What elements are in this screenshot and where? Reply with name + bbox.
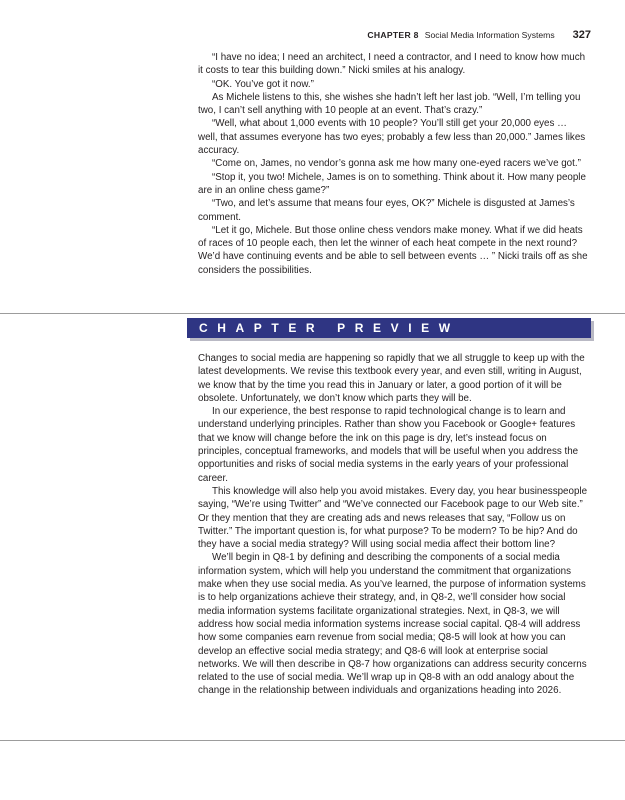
banner-title: CHAPTER PREVIEW <box>199 321 460 335</box>
preview-paragraph: We’ll begin in Q8-1 by defining and describing the components of a social media information system, which will help you understand the commitment that organizations make when they use social media. As you’ve learned, the purpose of information systems is to help organizations achieve their strategy, and, in Q8-2, we’ll consider how social media information systems facilitate organizational strategies. Next, in Q8-3, we will address how social media information systems increase social capital. Q8-4 will address how some companies earn revenue from social media; Q8-5 will look at how you can develop an effective social media strategy; and Q8-6 will look at enterprise social networks. We will then describe in Q8-7 how organizations can address security concerns related to the use of social media. We’ll wrap up in Q8-8 with an odd analogy about the change in the relationship between individuals and organizations heading into 2026. <box>198 552 587 697</box>
preview-paragraph: Changes to social media are happening so rapidly that we all struggle to keep up with the latest developments. We revise this textbook every year, and even still, writing in August, we know that by the time you read this in January or later, a good portion of it will be obsolete. Unfortunately, we don’t know which parts they will be. <box>198 353 585 404</box>
section-divider <box>0 313 625 314</box>
dialogue-paragraph: “Let it go, Michele. But those online chess vendors make money. What if we did heats of races of 10 people each, then let the winner of each heat compete in the next round? We’d have continuing events and be able to sell between events … ” Nicki trails off as she considers the possibilities. <box>198 224 588 276</box>
page-number: 327 <box>572 29 591 41</box>
chapter-label: CHAPTER 8 <box>367 30 419 40</box>
preview-paragraph: In our experience, the best response to rapid technological change is to learn and understand underlying principles. Rather than show you Facebook or Google+ features that we know will change before the ink on this page is dry, let’s instead focus on principles, conceptual frameworks, and models that will be useful when you address the opportunities and risks of social media systems in the early years of your professional career. <box>198 406 579 484</box>
chapter-title: Social Media Information Systems <box>424 30 555 40</box>
dialogue-paragraph: “OK. You’ve got it now.” <box>212 78 314 90</box>
dialogue-paragraph: “I have no idea; I need an architect, I need a contractor, and I need to know how much it costs to tear this building down.” Nicki smiles at his analogy. <box>198 52 586 77</box>
chapter-preview-body <box>198 352 589 698</box>
chapter-preview-banner <box>187 318 591 338</box>
page-bottom-rule <box>0 740 625 741</box>
dialogue-paragraph: “Two, and let’s assume that means four eyes, OK?” Michele is disgusted at James’s comment. <box>198 198 575 223</box>
dialogue-paragraph: As Michele listens to this, she wishes she hadn’t left her last job. “Well, I’m telling you two, I can’t sell anything with 10 people at an event. That’s crazy.” <box>198 91 581 117</box>
dialogue-paragraph: “Stop it, you two! Michele, James is on to something. Think about it. How many people are in an online chess game?” <box>198 171 586 196</box>
dialogue-paragraph: “Come on, James, no vendor’s gonna ask me how many one-eyed racers we’ve got.” <box>212 158 581 170</box>
preview-paragraph: This knowledge will also help you avoid mistakes. Every day, you hear businesspeople saying, “We’re using Twitter” and “We’ve connected our Facebook page to our Web site.” Or they mention that they are creating ads and news releases that say, “Follow us on Twitter.” The important question is, for what purpose? To be modern? To be hip? And do they have a social media strategy? Will using social media affect their bottom line? <box>198 485 588 551</box>
dialogue-paragraph: “Well, what about 1,000 events with 10 people? You’ll still get your 20,000 eyes … well, that assumes everyone has two eyes; probably a few less than 20,000.” James likes accuracy. <box>198 118 586 157</box>
running-header <box>367 29 591 41</box>
dialogue-section <box>198 51 589 277</box>
